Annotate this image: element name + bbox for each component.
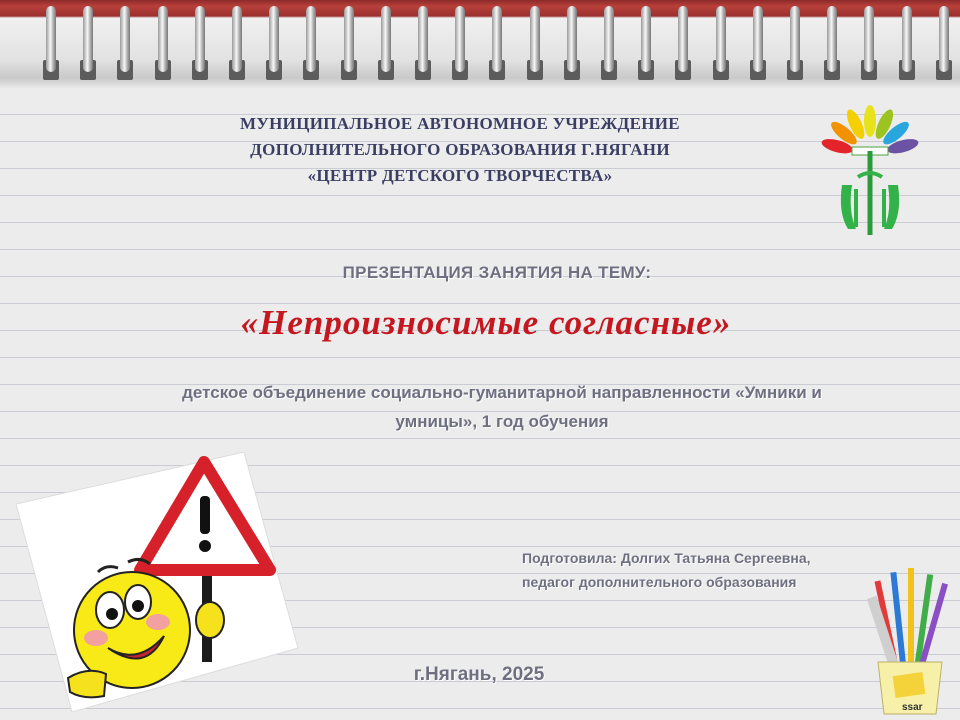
binding-ring (864, 6, 874, 72)
binding-ring (120, 6, 130, 72)
binding-ring (306, 6, 316, 72)
binding-ring (753, 6, 763, 72)
org-line-1: МУНИЦИПАЛЬНОЕ АВТОНОМНОЕ УЧРЕЖДЕНИЕ (240, 114, 680, 133)
pencil-cup-icon (864, 566, 956, 716)
binding-ring (716, 6, 726, 72)
org-line-3: «ЦЕНТР ДЕТСКОГО ТВОРЧЕСТВА» (307, 166, 613, 185)
binding-ring (344, 6, 354, 72)
author-block (522, 546, 882, 594)
binding-ring (530, 6, 540, 72)
binding-ring (492, 6, 502, 72)
binding-ring (678, 6, 688, 72)
watermark: ssar (902, 702, 923, 713)
city-year: г.Нягань, 2025 (413, 664, 545, 685)
logo-flower-icon (818, 103, 922, 243)
author-position: педагог дополнительного образования (522, 574, 797, 590)
binding-ring (418, 6, 428, 72)
binding-ring (790, 6, 800, 72)
presentation-subtitle: ПРЕЗЕНТАЦИЯ ЗАНЯТИЯ НА ТЕМУ: (342, 263, 652, 282)
binding-ring (455, 6, 465, 72)
binding-ring (641, 6, 651, 72)
association-description (100, 378, 904, 436)
author-name: Подготовила: Долгих Татьяна Сергеевна, (522, 550, 811, 566)
binding-ring (567, 6, 577, 72)
binding-ring (83, 6, 93, 72)
binding-ring (158, 6, 168, 72)
notebook-binding (0, 0, 960, 88)
org-line-2: ДОПОЛНИТЕЛЬНОГО ОБРАЗОВАНИЯ Г.НЯГАНИ (250, 140, 670, 159)
binding-ring (827, 6, 837, 72)
binding-ring (902, 6, 912, 72)
organization-header (120, 111, 800, 189)
association-line-1: детское объединение социально-гуманитарной направленности «Умники и (182, 383, 822, 402)
binding-ring (939, 6, 949, 72)
presentation-title: «Непроизносимые согласные» (240, 303, 732, 342)
binding-ring (46, 6, 56, 72)
binding-ring (195, 6, 205, 72)
binding-ring (232, 6, 242, 72)
binding-ring (381, 6, 391, 72)
association-line-2: умницы», 1 год обучения (395, 412, 609, 431)
binding-ring (269, 6, 279, 72)
binding-ring (604, 6, 614, 72)
